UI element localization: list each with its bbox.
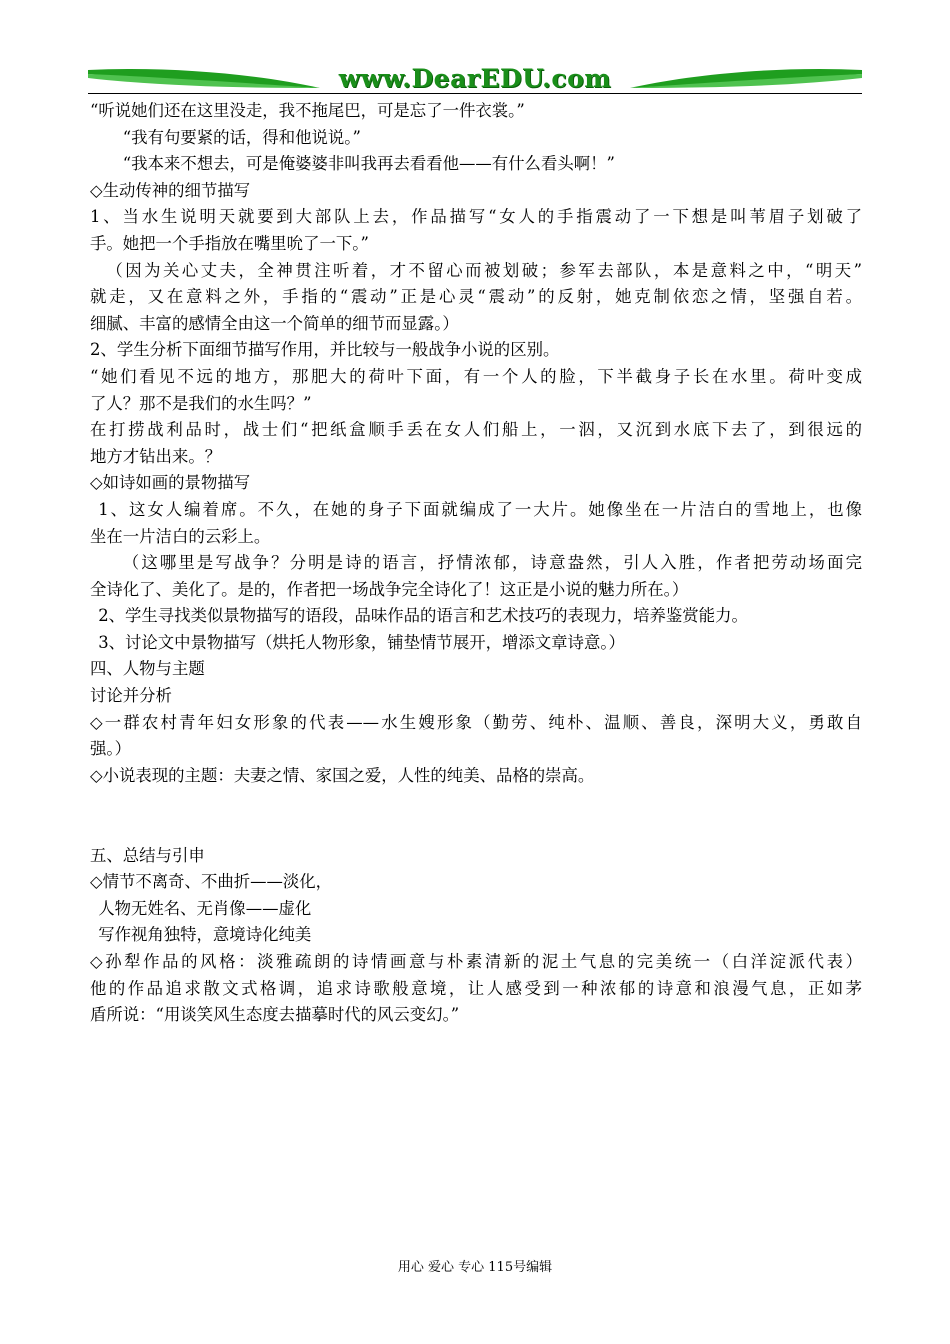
text-line: 1、当水生说明天就要到大部队上去，作品描写“女人的手指震动了一下想是叫苇眉子划破了 — [90, 207, 862, 227]
document-body — [90, 98, 862, 1029]
blank-line — [90, 789, 862, 816]
text-line: ◇情节不离奇、不曲折——淡化， — [90, 872, 333, 892]
text-line: （因为关心丈夫，全神贯注听着，才不留心而被划破；参军去部队，本是意料之中，“明天” — [106, 260, 862, 280]
text-line: 全诗化了、美化了。是的，作者把一场战争完全诗化了！这正是小说的魅力所在。） — [90, 579, 689, 599]
text-line: 人物无姓名、无肖像——虚化 — [98, 898, 312, 918]
site-logo: www.DearEDU.com — [338, 64, 612, 93]
text-line: ◇孙犁作品的风格：淡雅疏朗的诗情画意与朴素清新的泥土气息的完美统一（白洋淀派代表） — [90, 952, 862, 971]
text-line: 写作视角独特，意境诗化纯美 — [98, 925, 312, 945]
text-line: 地方才钻出来。？ — [90, 446, 222, 466]
text-line: 四、人物与主题 — [90, 659, 205, 679]
text-line: 1、这女人编着席。不久，在她的身子下面就编成了一大片。她像坐在一片洁白的雪地上，也像 — [98, 499, 862, 519]
text-line: “她们看见不远的地方，那肥大的荷叶下面，有一个人的脸，下半截身子长在水里。荷叶变成 — [90, 366, 862, 386]
text-line: 3、讨论文中景物描写（烘托人物形象，铺垫情节展开，增添文章诗意。） — [98, 632, 625, 652]
text-line: “我有句要紧的话，得和他说说。” — [122, 127, 361, 147]
text-line: 在打捞战利品时，战士们“把纸盒顺手丢在女人们船上，一泅，又沉到水底下去了，到很远的 — [90, 420, 862, 440]
text-line: 盾所说：“用谈笑风生态度去描摹时代的风云变幻。” — [90, 1005, 460, 1025]
text-line: ◇如诗如画的景物描写 — [90, 473, 251, 493]
text-line: 他的作品追求散文式格调，追求诗歌般意境，让人感受到一种浓郁的诗意和浪漫气息，正如茅 — [90, 978, 862, 998]
text-line: 强。） — [90, 739, 131, 759]
text-line: （这哪里是写战争？分明是诗的语言，抒情浓郁，诗意盎然，引人入胜，作者把劳动场面完 — [122, 553, 862, 573]
text-line: 了人？那不是我们的水生吗？” — [90, 393, 312, 413]
text-line: 手。她把一个手指放在嘴里吮了一下。” — [90, 233, 369, 253]
text-line: 2、学生寻找类似景物描写的语段，品味作品的语言和艺术技巧的表现力，培养鉴赏能力。 — [98, 606, 748, 626]
text-line: 讨论并分析 — [90, 686, 172, 706]
text-line: 五、总结与引申 — [90, 845, 205, 865]
text-line: 2、学生分析下面细节描写作用，并比较与一般战争小说的区别。 — [90, 340, 560, 360]
text-line: 细腻、丰富的感情全由这一个简单的细节而显露。） — [90, 313, 459, 333]
text-line: ◇一群农村青年妇女形象的代表——水生嫂形象（勤劳、纯朴、温顺、善良，深明大义，勇敢自 — [90, 712, 862, 732]
text-line: ◇生动传神的细节描写 — [90, 180, 251, 200]
header-divider — [88, 93, 862, 94]
text-line: 就走，又在意料之外，手指的“震动”正是心灵“震动”的反射，她克制依恋之情，坚强自若。 — [90, 287, 862, 307]
text-line: “听说她们还在这里没走，我不拖尾巴，可是忘了一件衣裳。” — [90, 101, 525, 120]
blank-line — [90, 816, 862, 843]
page-footer: 用心 爱心 专心 115号编辑 — [397, 1260, 553, 1275]
text-line: “我本来不想去，可是俺婆婆非叫我再去看看他——有什么看头啊！” — [122, 154, 615, 174]
site-header — [88, 62, 862, 96]
text-line: 坐在一片洁白的云彩上。 — [90, 526, 271, 546]
text-line: ◇小说表现的主题：夫妻之情、家国之爱，人性的纯美、品格的崇高。 — [90, 765, 595, 785]
